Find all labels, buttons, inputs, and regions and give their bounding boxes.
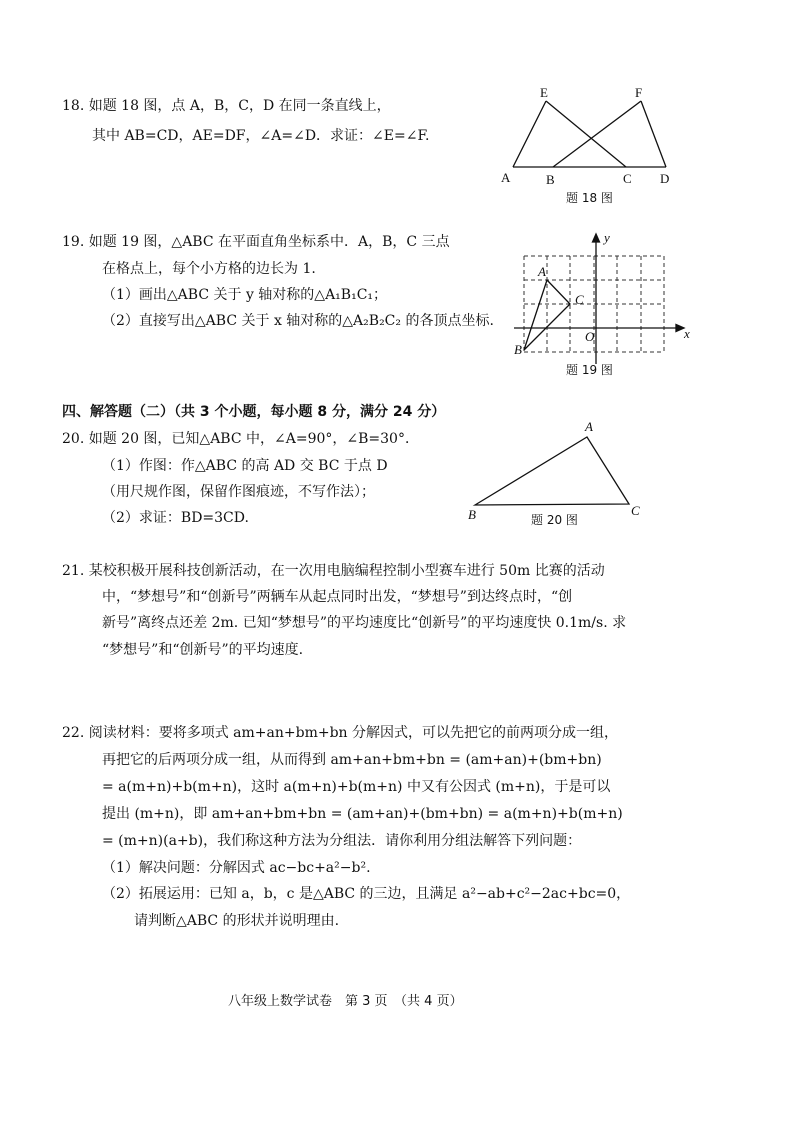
label-x: x xyxy=(684,326,690,341)
label-C: C xyxy=(631,503,640,518)
q22-part-2b: 请判断△ABC 的形状并说明理由. xyxy=(134,913,340,929)
q21-line-1: 21. 某校积极开展科技创新活动，在一次用电脑编程控制小型赛车进行 50m 比赛的活动 xyxy=(62,563,605,579)
figure-19 xyxy=(510,226,694,382)
q20-part-2: （2）求证：BD=3CD. xyxy=(102,510,249,526)
q19-line-2: 在格点上，每个小方格的边长为 1. xyxy=(102,261,316,277)
section-4-heading: 四、解答题（二）（共 3 个小题，每小题 8 分，满分 24 分） xyxy=(62,404,446,420)
q22-line-3: = a(m+n)+b(m+n)，这时 a(m+n)+b(m+n) 中又有公因式 (m+n)，于是可以 xyxy=(102,779,611,795)
figure-20-caption: 题 20 图 xyxy=(531,513,578,527)
label-B: B xyxy=(468,507,476,522)
q22-part-2: （2）拓展运用：已知 a，b，c 是△ABC 的三边，且满足 a²−ab+c²−2ac+bc=0， xyxy=(102,886,631,902)
x-axis-arrow xyxy=(676,325,684,332)
figure-18-caption: 题 18 图 xyxy=(566,191,613,205)
q19-part-2: （2）直接写出△ABC 关于 x 轴对称的△A₂B₂C₂ 的各顶点坐标. xyxy=(102,313,494,329)
label-B: B xyxy=(546,172,555,187)
q21-line-3: 新号”离终点还差 2m. 已知“梦想号”的平均速度比“创新号”的平均速度快 0.1m/s. 求 xyxy=(102,615,627,631)
q20-part-1: （1）作图：作△ABC 的高 AD 交 BC 于点 D xyxy=(102,458,388,474)
figure-19-svg xyxy=(510,226,694,382)
q20-line-1: 20. 如题 20 图，已知△ABC 中，∠A=90°，∠B=30°． xyxy=(62,431,419,447)
figure-18 xyxy=(496,80,686,210)
q22-line-2: 再把它的后两项分成一组，从而得到 am+an+bm+bn = (am+an)+(bm+bn) xyxy=(102,752,602,768)
page-footer: 八年级上数学试卷 第 3 页 （共 4 页） xyxy=(228,994,463,1009)
label-E: E xyxy=(540,85,548,100)
label-B: B xyxy=(514,342,522,357)
q21-line-4: “梦想号”和“创新号”的平均速度. xyxy=(102,642,304,658)
q18-line-1: 18. 如题 18 图，点 A，B，C，D 在同一条直线上， xyxy=(62,98,391,114)
y-axis-arrow xyxy=(593,234,600,242)
label-C: C xyxy=(623,171,632,186)
figure-19-caption: 题 19 图 xyxy=(566,363,613,377)
segment-AE xyxy=(513,101,546,167)
figure-20-svg xyxy=(465,415,655,533)
q18-line-2: 其中 AB=CD，AE=DF，∠A=∠D．求证：∠E=∠F. xyxy=(92,128,430,144)
segment-BF xyxy=(553,101,641,167)
label-O: O xyxy=(585,329,595,344)
q20-part-1b: （用尺规作图，保留作图痕迹，不写作法）； xyxy=(102,484,375,500)
label-A: A xyxy=(585,419,593,434)
segment-EC xyxy=(546,101,626,167)
label-A: A xyxy=(501,170,511,185)
label-F: F xyxy=(635,85,643,100)
figure-18-svg xyxy=(496,80,686,210)
label-y: y xyxy=(604,230,610,245)
q19-line-1: 19. 如题 19 图，△ABC 在平面直角坐标系中．A，B，C 三点 xyxy=(62,234,450,250)
label-D: D xyxy=(660,171,670,186)
q22-line-4: 提出 (m+n)，即 am+an+bm+bn = (am+an)+(bm+bn) = a(m+n)+b(m+n) xyxy=(102,806,623,822)
figure-20 xyxy=(465,415,655,533)
q19-part-1: （1）画出△ABC 关于 y 轴对称的△A₁B₁C₁； xyxy=(102,287,388,303)
label-C: C xyxy=(575,292,584,307)
q22-part-1: （1）解决问题：分解因式 ac−bc+a²−b². xyxy=(102,860,371,876)
q22-line-1: 22. 阅读材料：要将多项式 am+an+bm+bn 分解因式，可以先把它的前两项分成一组， xyxy=(62,725,619,741)
segment-FD xyxy=(641,101,666,167)
label-A: A xyxy=(538,264,546,279)
q21-line-2: 中，“梦想号”和“创新号”两辆车从起点同时出发，“梦想号”到达终点时，“创 xyxy=(102,589,573,605)
q22-line-5: = (m+n)(a+b)，我们称这种方法为分组法．请你利用分组法解答下列问题： xyxy=(102,833,582,849)
triangle-ABC xyxy=(475,437,629,505)
